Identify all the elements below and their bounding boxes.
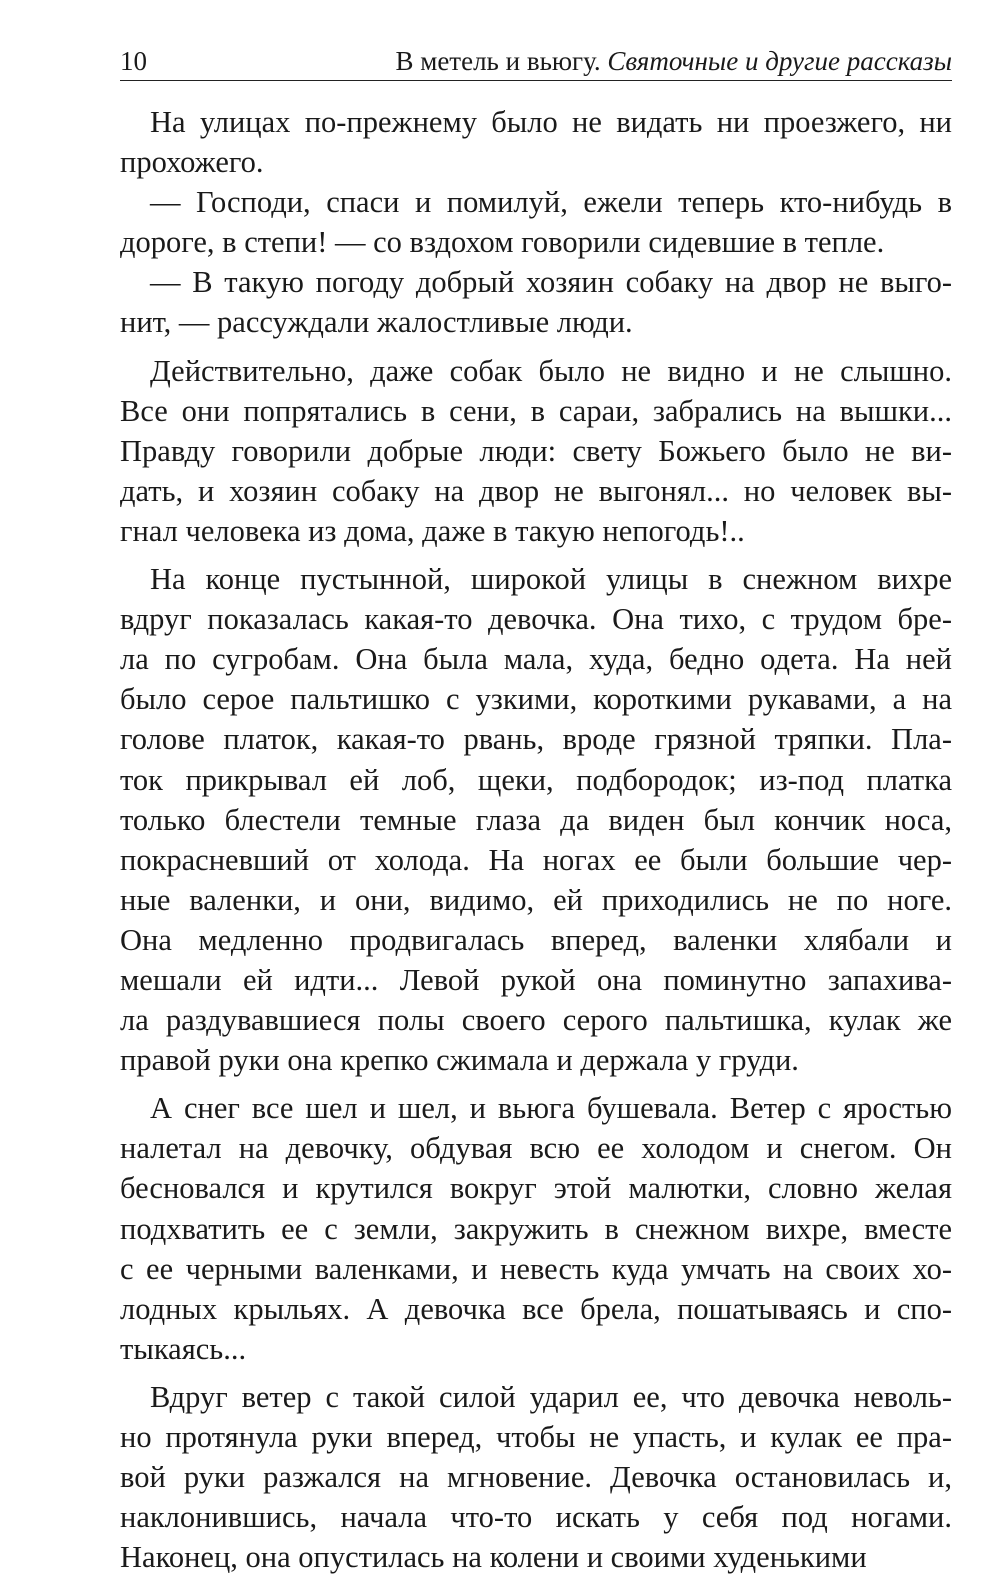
text-line: с ее черными валенками, и невесть куда умчать на своих хо- xyxy=(120,1251,952,1286)
header-title xyxy=(395,44,952,78)
text-line: налетал на девочку, обдувая всю ее холодом и снегом. Он xyxy=(120,1131,952,1166)
text-line: ные валенки, и они, видимо, ей приходились не по ноге. xyxy=(120,882,952,917)
paragraph xyxy=(120,102,952,182)
paragraph xyxy=(120,262,952,342)
text-line: было серое пальтишко с узкими, короткими рукавами, а на xyxy=(120,682,952,717)
text-line: Наконец, она опустилась на колени и своими худенькими xyxy=(120,1540,867,1575)
page-number: 10 xyxy=(120,46,147,76)
body-text xyxy=(120,102,952,1577)
text-line: ток прикрывал ей лоб, щеки, подбородок; из-под платка xyxy=(120,762,952,797)
text-line: Правду говорили добрые люди: свету Божьего было не ви- xyxy=(120,433,952,468)
text-line: тыкаясь... xyxy=(120,1331,247,1366)
paragraph xyxy=(120,182,952,262)
text-line: Все они попрятались в сени, в сараи, забрались на вышки... xyxy=(120,393,952,428)
text-line: гнал человека из дома, даже в такую непогодь!.. xyxy=(120,513,745,548)
header-title-plain: В метель и вьюгу. xyxy=(395,46,601,76)
text-line: А снег все шел и шел, и вьюга бушевала. Ветер с яростью xyxy=(150,1091,952,1126)
text-line: вдруг показалась какая-то девочка. Она тихо, с трудом бре- xyxy=(120,602,952,637)
text-line: Вдруг ветер с такой силой ударил ее, что девочка неволь- xyxy=(150,1379,952,1414)
text-line: дороге, в степи! — со вздохом говорили сидевшие в тепле. xyxy=(120,225,885,260)
running-header xyxy=(120,38,952,78)
text-line: подхватить ее с земли, закружить в снежном вихре, вместе xyxy=(120,1211,952,1246)
text-line: — Господи, спаси и помилуй, ежели теперь кто-нибудь в xyxy=(150,185,952,220)
text-line: правой руки она крепко сжимала и держала у груди. xyxy=(120,1043,799,1078)
header-divider xyxy=(120,80,952,81)
text-line: ла раздувавшиеся полы своего серого пальтишка, кулак же xyxy=(120,1003,952,1038)
paragraph xyxy=(120,1088,952,1369)
text-line: ла по сугробам. Она была мала, худа, бедно одета. На ней xyxy=(120,642,952,677)
text-line: только блестели темные глаза да виден был кончик носа, xyxy=(120,802,952,837)
paragraph xyxy=(120,1377,952,1577)
text-line: бесновался и крутился вокруг этой малютки, словно желая xyxy=(120,1171,952,1206)
text-line: На конце пустынной, широкой улицы в снежном вихре xyxy=(150,562,952,597)
text-line: мешали ей идти... Левой рукой она поминутно запахива- xyxy=(120,962,952,997)
text-line: вой руки разжался на мгновение. Девочка остановилась и, xyxy=(120,1460,952,1495)
text-line: покрасневший от холода. На ногах ее были большие чер- xyxy=(120,842,952,877)
text-line: нит, — рассуждали жалостливые люди. xyxy=(120,305,633,340)
text-line: — В такую погоду добрый хозяин собаку на двор не выго- xyxy=(150,265,952,300)
paragraph xyxy=(120,559,952,1080)
text-line: голове платок, какая-то рвань, вроде грязной тряпки. Пла- xyxy=(120,722,952,757)
text-line: дать, и хозяин собаку на двор не выгонял... но человек вы- xyxy=(120,473,952,508)
text-line: На улицах по-прежнему было не видать ни проезжего, ни xyxy=(150,105,952,139)
text-line: Она медленно продвигалась вперед, валенки хлябали и xyxy=(120,922,952,957)
text-line: но протянула руки вперед, чтобы не упасть, и кулак ее пра- xyxy=(120,1420,952,1454)
header-title-italic: Святочные и другие рассказы xyxy=(607,46,952,76)
text-line: прохожего. xyxy=(120,145,264,180)
text-line: наклонившись, начала что-то искать у себя под ногами. xyxy=(120,1500,952,1535)
text-line: лодных крыльях. А девочка все брела, пошатываясь и спо- xyxy=(120,1291,952,1326)
text-line: Действительно, даже собак было не видно и не слышно. xyxy=(150,353,952,388)
paragraph xyxy=(120,351,952,551)
